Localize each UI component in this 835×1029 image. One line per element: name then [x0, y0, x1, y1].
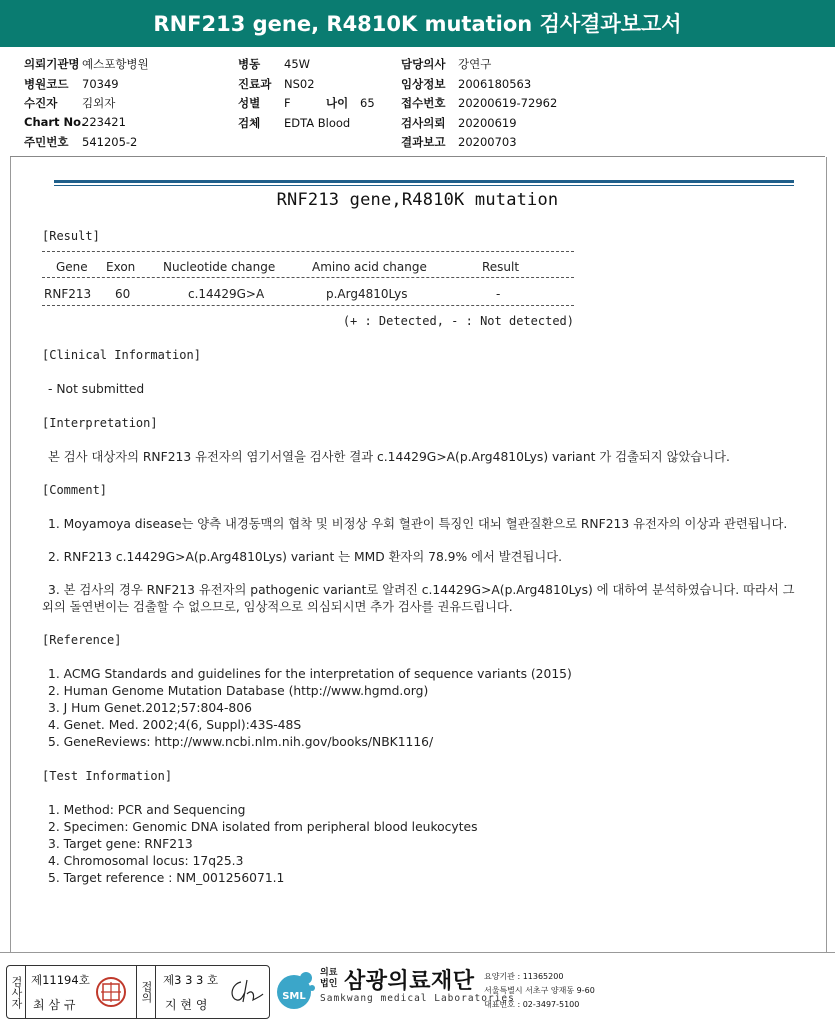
comment-heading: [Comment] [42, 483, 108, 497]
test-info-item: 1. Method: PCR and Sequencing [48, 803, 246, 817]
reference-item: 2. Human Genome Mutation Database (http://www.hgmd.org) [48, 684, 429, 698]
info-row [238, 95, 375, 115]
org-prefix-1: 의료 [320, 968, 338, 978]
org-name: 삼광의료재단 [344, 969, 475, 994]
org-phone: 대표번호 : 02-3497-5100 [484, 1000, 580, 1009]
header-col-3 [401, 56, 557, 154]
info-row [24, 134, 149, 154]
col-amino: Amino acid change [312, 260, 427, 274]
comment-item: 1. Moyamoya disease는 양측 내경동맥의 협착 및 비정상 우회 혈관이 특징인 대뇌 혈관질환으로 RNF213 유전자의 이상과 관련됩니다. [48, 517, 788, 531]
stamp2-label: 접의 [136, 966, 156, 1018]
field-value: 김외자 [82, 96, 116, 110]
cell-nucleotide: c.14429G>A [188, 287, 265, 301]
patient-info-header [0, 54, 835, 164]
info-row [401, 134, 557, 154]
info-row [238, 115, 375, 135]
field-value: 45W [284, 57, 311, 71]
table-rule [42, 305, 574, 306]
info-row [238, 76, 375, 96]
field-label: 수진자 [24, 96, 58, 110]
cell-amino: p.Arg4810Lys [326, 287, 408, 301]
col-gene: Gene [56, 260, 88, 274]
field-value: 예스포항병원 [82, 57, 149, 71]
col-result: Result [482, 260, 520, 274]
test-info-item: 3. Target gene: RNF213 [48, 837, 193, 851]
field-label: 성별 [238, 96, 261, 110]
field-value: EDTA Blood [284, 115, 351, 130]
info-row [401, 56, 557, 76]
age-value: 65 [360, 96, 375, 110]
reference-item: 1. ACMG Standards and guidelines for the interpretation of sequence variants (2015) [48, 667, 572, 681]
interpretation-text: 본 검사 대상자의 RNF213 유전자의 염기서열을 검사한 결과 c.14429G>A(p.Arg4810Lys) variant 가 검출되지 않았습니다. [48, 450, 730, 464]
header-col-1 [24, 56, 149, 154]
table-rule [42, 277, 574, 278]
field-value: 20200619 [458, 115, 517, 130]
field-label: 결과보고 [401, 135, 446, 149]
stamp2-name: 지 현 영 [165, 998, 208, 1012]
field-value: 20200703 [458, 135, 517, 149]
field-label: 진료과 [238, 76, 272, 91]
report-title-bar [0, 0, 835, 47]
header-col-2 [238, 56, 375, 134]
info-row [24, 115, 149, 135]
footer-divider [0, 952, 835, 953]
info-row [401, 115, 557, 135]
result-legend: (+ : Detected, - : Not detected) [342, 314, 574, 328]
field-value: 70349 [82, 76, 119, 91]
test-info-item: 4. Chromosomal locus: 17q25.3 [48, 854, 244, 868]
result-table-header [42, 258, 802, 276]
interpretation-heading: [Interpretation] [42, 416, 158, 430]
title-rule [54, 180, 794, 183]
reference-heading: [Reference] [42, 633, 122, 647]
footer [0, 960, 835, 1029]
org-english-name: Samkwang medical Laboratories [320, 993, 515, 1004]
field-label: 주민번호 [24, 135, 69, 149]
info-row [238, 56, 375, 76]
report-title: RNF213 gene, R4810K mutation 검사결과보고서 [153, 12, 682, 36]
cell-result: - [496, 287, 501, 301]
field-value: F [284, 96, 291, 110]
stamp1-number: 제11194호 [31, 973, 90, 987]
field-value: 223421 [82, 114, 126, 129]
stamp1-name: 최 삼 규 [33, 998, 76, 1012]
stamp2-number: 제3 3 3 호 [163, 973, 219, 987]
field-value: NS02 [284, 76, 315, 91]
reference-item: 5. GeneReviews: http://www.ncbi.nlm.nih.gov/books/NBK1116/ [48, 735, 434, 749]
test-info-item: 2. Specimen: Genomic DNA isolated from peripheral blood leukocytes [48, 820, 478, 834]
info-row [401, 95, 557, 115]
result-row [42, 285, 802, 303]
info-row [24, 95, 149, 115]
info-row [24, 56, 149, 76]
title-rule-thin [54, 185, 794, 186]
reference-item: 3. J Hum Genet.2012;57:804-806 [48, 701, 252, 715]
signature-stamp-box [6, 965, 270, 1019]
field-value: 541205-2 [82, 135, 138, 149]
field-label: 병원코드 [24, 76, 69, 91]
age-label: 나이 [326, 96, 349, 110]
clinical-heading: [Clinical Information] [42, 348, 201, 362]
info-row [401, 76, 557, 96]
org-prefix [320, 968, 337, 990]
org-code: 요양기관 : 11365200 [484, 972, 564, 981]
seal-icon [95, 976, 127, 1008]
org-prefix-2: 법인 [320, 979, 338, 989]
org-contact [484, 970, 595, 1012]
sml-logo-text: SML [282, 991, 306, 1002]
field-value: 2006180563 [458, 76, 532, 91]
signature-icon [225, 976, 265, 1008]
field-label: 검체 [238, 115, 261, 130]
sml-logo-icon [274, 968, 318, 1012]
col-nucleotide: Nucleotide change [163, 260, 276, 274]
comment-item: 3. 본 검사의 경우 RNF213 유전자의 pathogenic variant로 알려진 c.14429G>A(p.Arg4810Lys) 에 대하여 분석하였습니다. 따라서 그 외의 돌연변이는 검출할 수 없으므로, 임상적으로 의심되시면 추가 검사를 권유드립니다. [42, 583, 795, 614]
table-rule [42, 251, 574, 252]
stamp1-label: 검사자 [7, 966, 26, 1018]
report-body [42, 228, 802, 887]
report-heading: RNF213 gene,R4810K mutation [276, 190, 559, 210]
field-label: 담당의사 [401, 57, 446, 71]
field-label: 병동 [238, 57, 261, 71]
field-label: 임상정보 [401, 76, 446, 91]
org-address: 서울특별시 서초구 양재동 9-60 [484, 986, 595, 995]
test-info-item: 5. Target reference : NM_001256071.1 [48, 871, 285, 885]
field-value: 강연구 [458, 57, 492, 71]
test-info-heading: [Test Information] [42, 769, 173, 783]
info-row [24, 76, 149, 96]
field-label: 검사의뢰 [401, 115, 446, 130]
field-value: 20200619-72962 [458, 96, 558, 110]
result-heading: [Result] [42, 229, 100, 243]
cell-gene: RNF213 [44, 287, 92, 301]
field-label: 의뢰기관명 [24, 57, 80, 71]
reference-item: 4. Genet. Med. 2002;4(6, Suppl):43S-48S [48, 718, 302, 732]
comment-item: 2. RNF213 c.14429G>A(p.Arg4810Lys) variant 는 MMD 환자의 78.9% 에서 발견됩니다. [48, 550, 563, 564]
cell-exon: 60 [115, 287, 131, 301]
col-exon: Exon [106, 260, 136, 274]
clinical-text: - Not submitted [48, 382, 145, 396]
field-label: Chart No. [24, 114, 86, 129]
field-label: 접수번호 [401, 96, 446, 110]
